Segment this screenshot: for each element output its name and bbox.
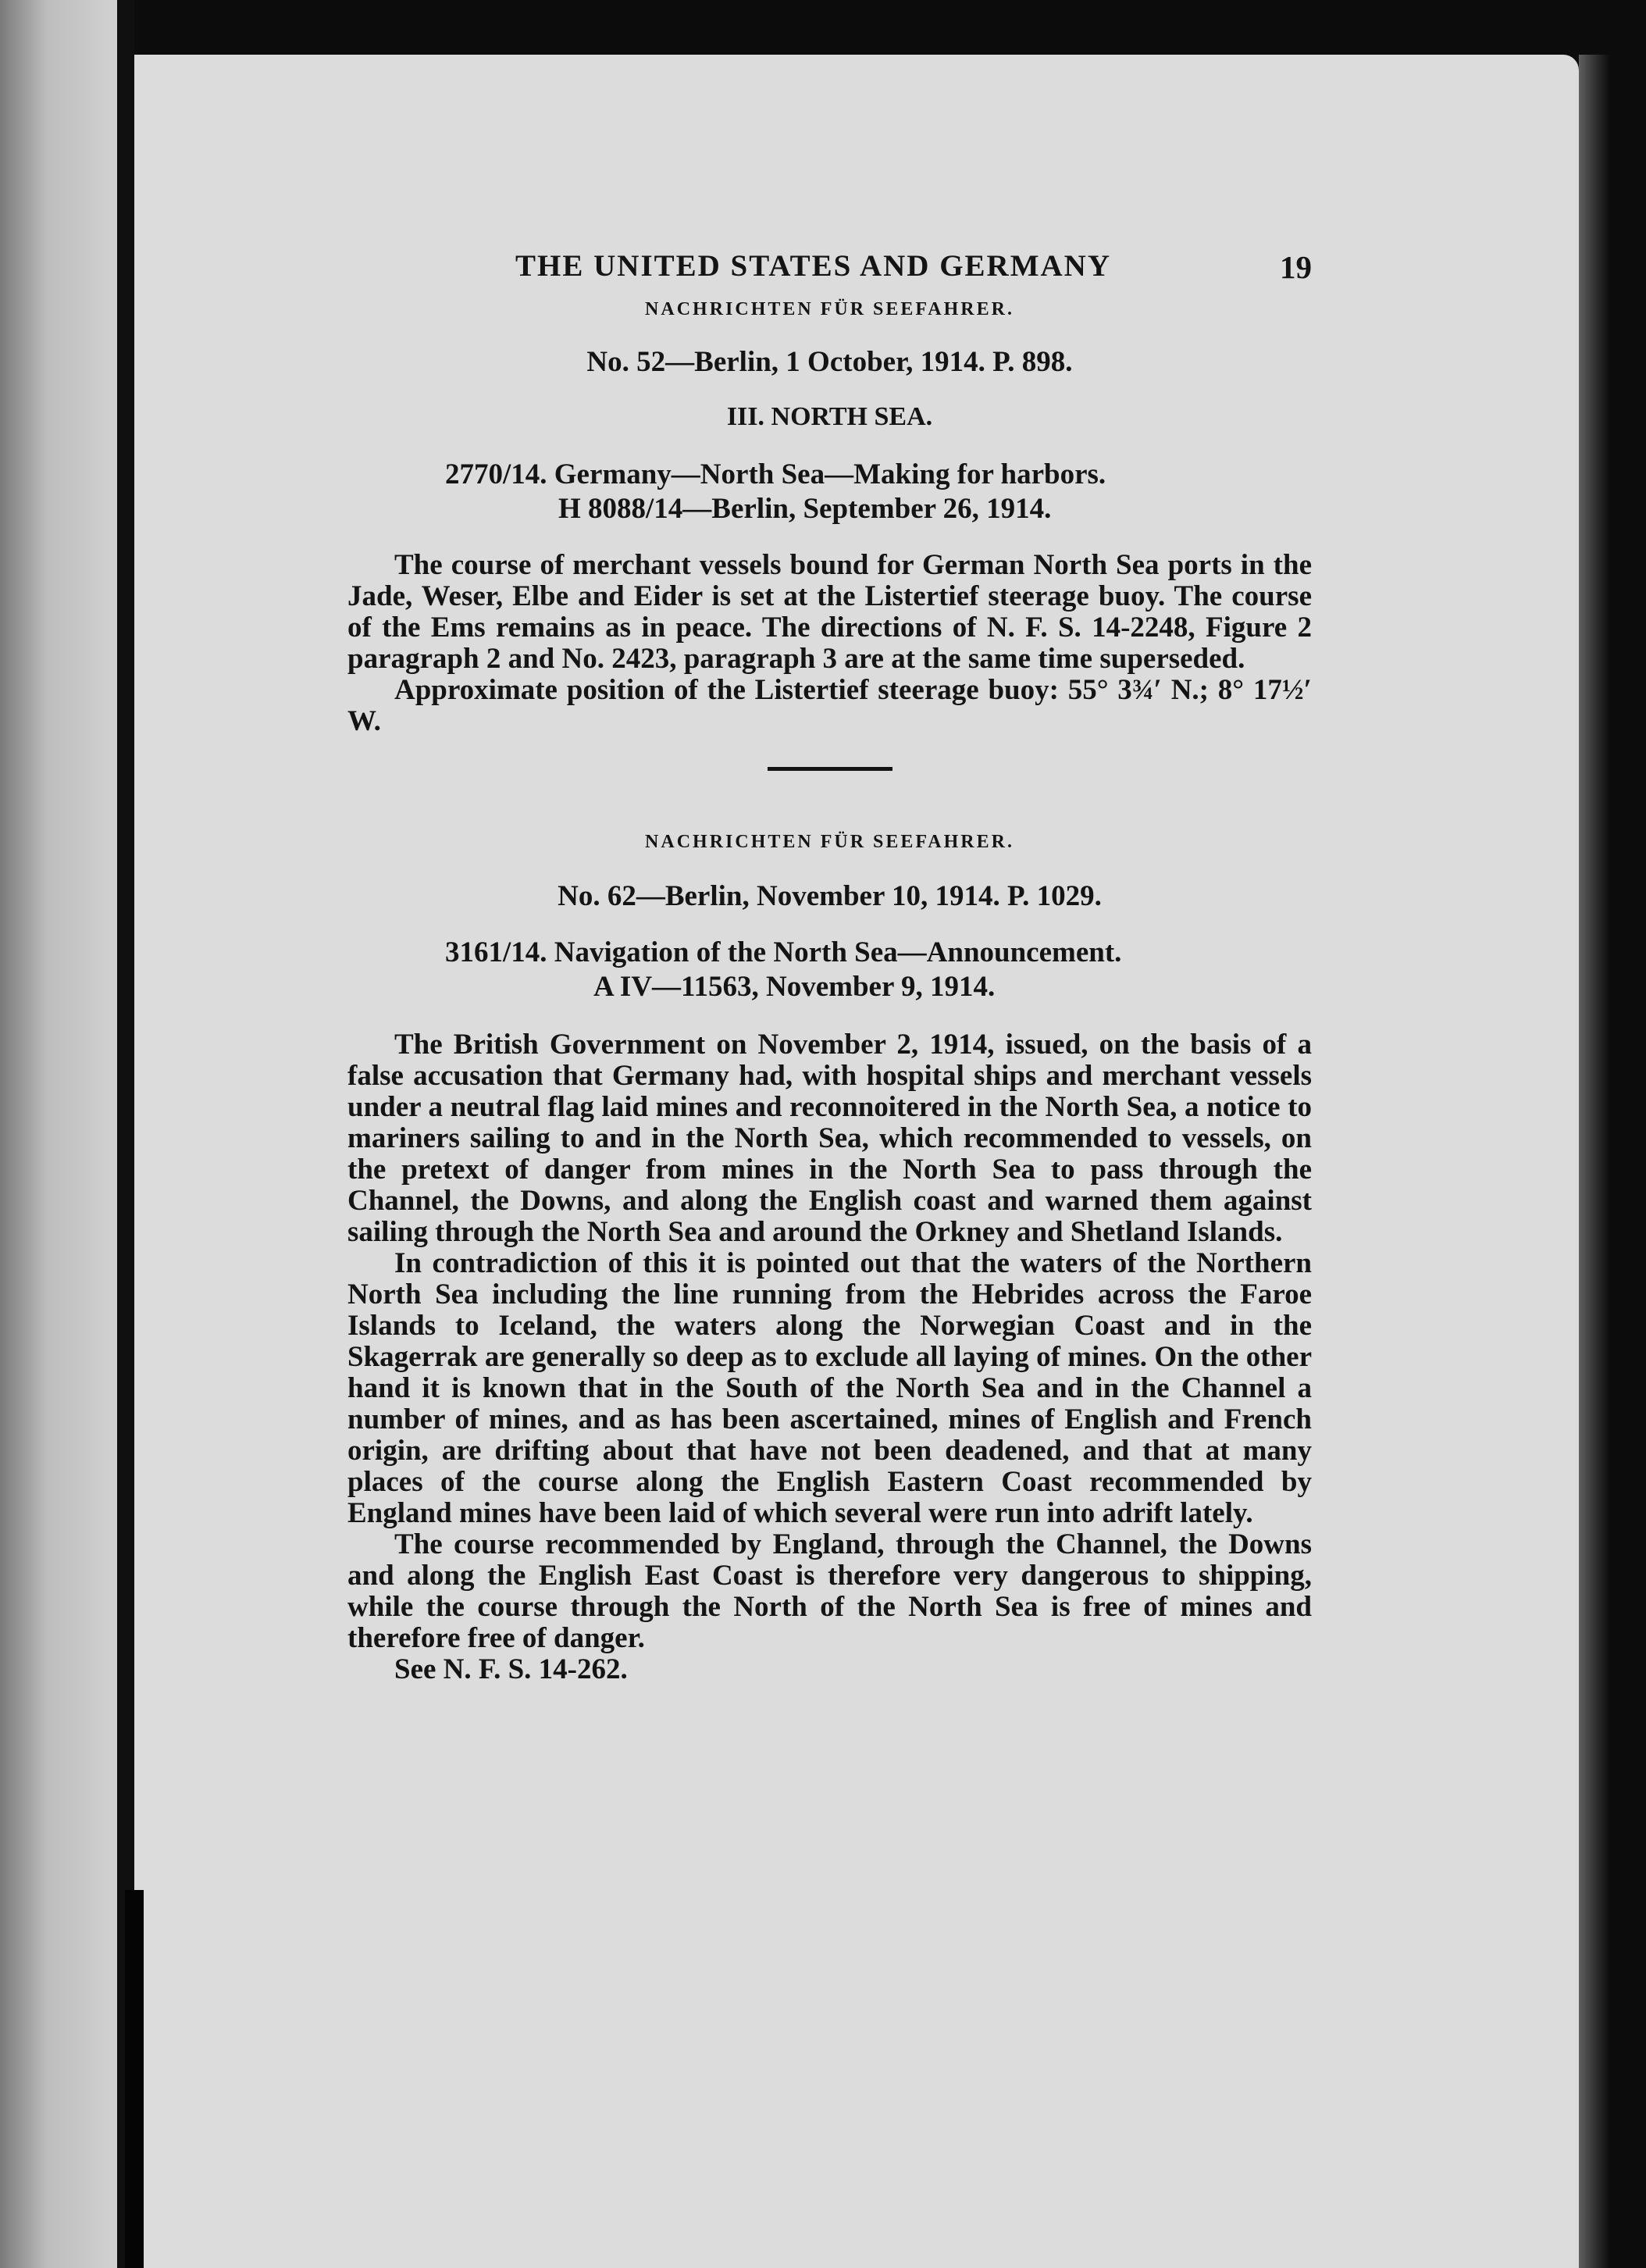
reference-subline: A IV—11563, November 9, 1914. — [593, 971, 996, 1003]
notice-heading: NACHRICHTEN FÜR SEEFAHRER. — [645, 832, 1014, 852]
running-head — [347, 248, 1312, 295]
see-also-reference: See N. F. S. 14-262. — [394, 1653, 628, 1685]
reference-line: 3161/14. Navigation of the North Sea—Announcement. — [445, 936, 1122, 968]
page-edge-shadow — [1579, 55, 1610, 2268]
facing-page-edge — [0, 0, 117, 2268]
section-heading: III. NORTH SEA. — [726, 402, 933, 431]
issue-line: No. 62—Berlin, November 10, 1914. P. 1029. — [558, 880, 1102, 912]
page-number: 19 — [1280, 249, 1312, 285]
binding-spine — [125, 1890, 144, 2268]
reference-line: 2770/14. Germany—North Sea—Making for harbors. — [445, 458, 1106, 490]
notice-paragraph: The British Government on November 2, 1914, issued, on the basis of a false accusation that Germany had, with hospital ships and merchant vessels under a neutral flag laid mines and reconnoitered in the North Sea, a notice to mariners sailing to and in the North Sea, which recommended to vessels, on the pretext of danger from mines in the North Sea to pass through the Channel, the Downs, and along the English coast and warned them against sailing through the North Sea and around the Orkney and Shetland Islands. — [347, 1029, 1312, 1248]
notice-paragraph: The course recommended by England, through the Channel, the Downs and along the English East Coast is therefore very dangerous to shipping, while the course through the North of the North Sea is free of mines and therefore free of danger. — [347, 1528, 1312, 1654]
issue-line: No. 52—Berlin, 1 October, 1914. P. 898. — [586, 346, 1073, 378]
notice-section-2 — [347, 832, 1312, 1685]
page-content — [347, 248, 1312, 1685]
reference-subline: H 8088/14—Berlin, September 26, 1914. — [558, 493, 1052, 525]
buoy-position-paragraph: Approximate position of the Listertief steerage buoy: 55° 3¾′ N.; 8° 17½′ W. — [347, 674, 1312, 737]
running-title: THE UNITED STATES AND GERMANY — [515, 249, 1112, 283]
section-divider — [768, 767, 892, 771]
notice-section-1 — [347, 299, 1312, 737]
notice-paragraph: In contradiction of this it is pointed out that the waters of the Northern North Sea including the line running from the Hebrides across the Faroe Islands to Iceland, the waters along the Norwegian Coast and in the Skagerrak are generally so deep as to exclude all laying of mines. On the other hand it is known that in the South of the North Sea and in the Channel a number of mines, and as has been ascertained, mines of English and French origin, are drifting about that have not been deadened, and that at many places of the course along the English Eastern Coast recommended by England mines have been laid of which several were run into adrift lately. — [347, 1247, 1312, 1529]
notice-heading: NACHRICHTEN FÜR SEEFAHRER. — [645, 299, 1014, 319]
notice-paragraph: The course of merchant vessels bound for German North Sea ports in the Jade, Weser, Elbe and Eider is set at the Listertief steerage buoy. The course of the Ems remains as in peace. The directions of N. F. S. 14-2248, Figure 2 paragraph 2 and No. 2423, paragraph 3 are at the same time superseded. — [347, 549, 1312, 675]
